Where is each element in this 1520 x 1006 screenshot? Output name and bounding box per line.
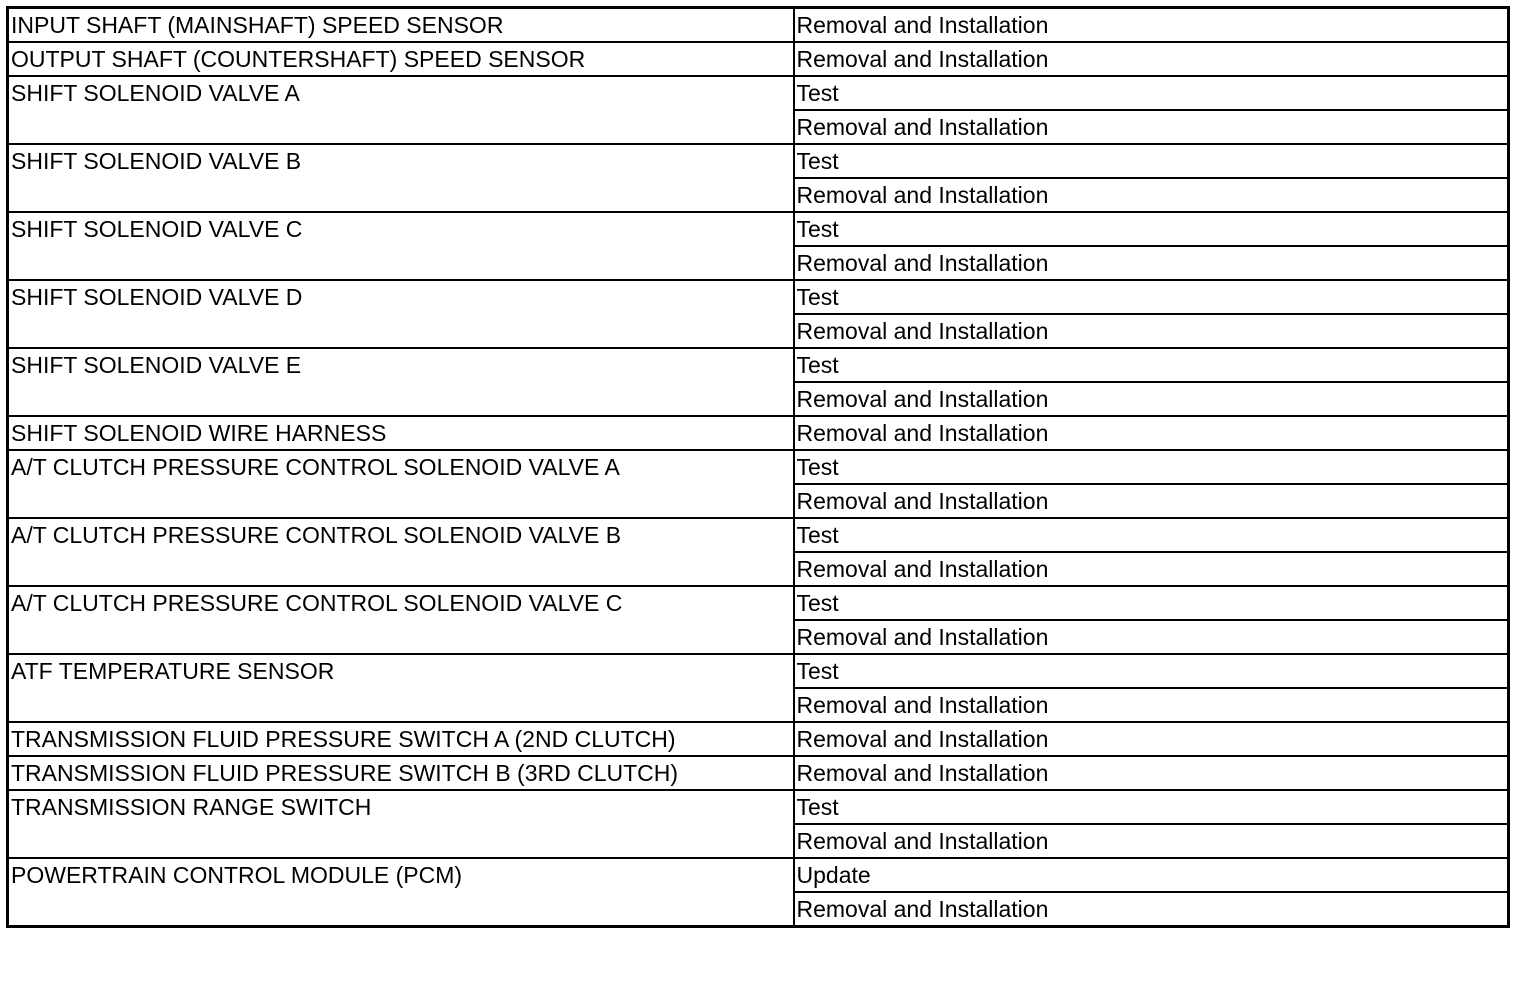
table-row bbox=[8, 756, 1509, 790]
component-name-cell: A/T CLUTCH PRESSURE CONTROL SOLENOID VALVE A bbox=[8, 450, 794, 518]
procedure-cell: Removal and Installation bbox=[794, 416, 1509, 450]
component-name-cell: POWERTRAIN CONTROL MODULE (PCM) bbox=[8, 858, 794, 927]
component-name-cell: SHIFT SOLENOID VALVE C bbox=[8, 212, 794, 280]
table-row bbox=[8, 450, 1509, 484]
procedure-cell: Removal and Installation bbox=[794, 382, 1509, 416]
procedure-cell: Update bbox=[794, 858, 1509, 892]
procedure-cell: Removal and Installation bbox=[794, 314, 1509, 348]
table-row bbox=[8, 722, 1509, 756]
table-row bbox=[8, 654, 1509, 688]
component-name-cell: ATF TEMPERATURE SENSOR bbox=[8, 654, 794, 722]
table-row bbox=[8, 586, 1509, 620]
component-name-cell: OUTPUT SHAFT (COUNTERSHAFT) SPEED SENSOR bbox=[8, 42, 794, 76]
procedure-cell: Removal and Installation bbox=[794, 620, 1509, 654]
component-name-cell: A/T CLUTCH PRESSURE CONTROL SOLENOID VALVE C bbox=[8, 586, 794, 654]
procedure-cell: Test bbox=[794, 348, 1509, 382]
procedure-cell: Test bbox=[794, 280, 1509, 314]
procedure-cell: Test bbox=[794, 586, 1509, 620]
procedure-cell: Removal and Installation bbox=[794, 824, 1509, 858]
procedure-cell: Test bbox=[794, 212, 1509, 246]
table-row bbox=[8, 144, 1509, 178]
table-row bbox=[8, 518, 1509, 552]
procedure-cell: Removal and Installation bbox=[794, 42, 1509, 76]
table-row bbox=[8, 348, 1509, 382]
procedure-cell: Removal and Installation bbox=[794, 484, 1509, 518]
component-name-cell: TRANSMISSION RANGE SWITCH bbox=[8, 790, 794, 858]
component-name-cell: A/T CLUTCH PRESSURE CONTROL SOLENOID VALVE B bbox=[8, 518, 794, 586]
table-row bbox=[8, 416, 1509, 450]
procedure-cell: Test bbox=[794, 76, 1509, 110]
table-row bbox=[8, 8, 1509, 43]
table-row bbox=[8, 212, 1509, 246]
component-name-cell: SHIFT SOLENOID WIRE HARNESS bbox=[8, 416, 794, 450]
procedure-cell: Removal and Installation bbox=[794, 246, 1509, 280]
procedure-cell: Test bbox=[794, 450, 1509, 484]
procedure-cell: Test bbox=[794, 144, 1509, 178]
table-row bbox=[8, 858, 1509, 892]
procedure-cell: Removal and Installation bbox=[794, 892, 1509, 927]
procedure-cell: Removal and Installation bbox=[794, 110, 1509, 144]
component-procedure-table bbox=[6, 6, 1510, 928]
component-name-cell: SHIFT SOLENOID VALVE A bbox=[8, 76, 794, 144]
procedure-cell: Test bbox=[794, 654, 1509, 688]
table-row bbox=[8, 280, 1509, 314]
table-row bbox=[8, 790, 1509, 824]
procedure-cell: Removal and Installation bbox=[794, 552, 1509, 586]
procedure-cell: Removal and Installation bbox=[794, 688, 1509, 722]
table-row bbox=[8, 42, 1509, 76]
procedure-cell: Test bbox=[794, 790, 1509, 824]
component-name-cell: INPUT SHAFT (MAINSHAFT) SPEED SENSOR bbox=[8, 8, 794, 43]
procedure-cell: Removal and Installation bbox=[794, 756, 1509, 790]
procedure-cell: Removal and Installation bbox=[794, 722, 1509, 756]
component-name-cell: TRANSMISSION FLUID PRESSURE SWITCH A (2ND CLUTCH) bbox=[8, 722, 794, 756]
procedure-cell: Test bbox=[794, 518, 1509, 552]
procedure-cell: Removal and Installation bbox=[794, 178, 1509, 212]
component-name-cell: SHIFT SOLENOID VALVE D bbox=[8, 280, 794, 348]
table-body bbox=[8, 8, 1509, 927]
table-row bbox=[8, 76, 1509, 110]
component-name-cell: SHIFT SOLENOID VALVE B bbox=[8, 144, 794, 212]
component-name-cell: SHIFT SOLENOID VALVE E bbox=[8, 348, 794, 416]
procedure-cell: Removal and Installation bbox=[794, 8, 1509, 43]
component-name-cell: TRANSMISSION FLUID PRESSURE SWITCH B (3RD CLUTCH) bbox=[8, 756, 794, 790]
